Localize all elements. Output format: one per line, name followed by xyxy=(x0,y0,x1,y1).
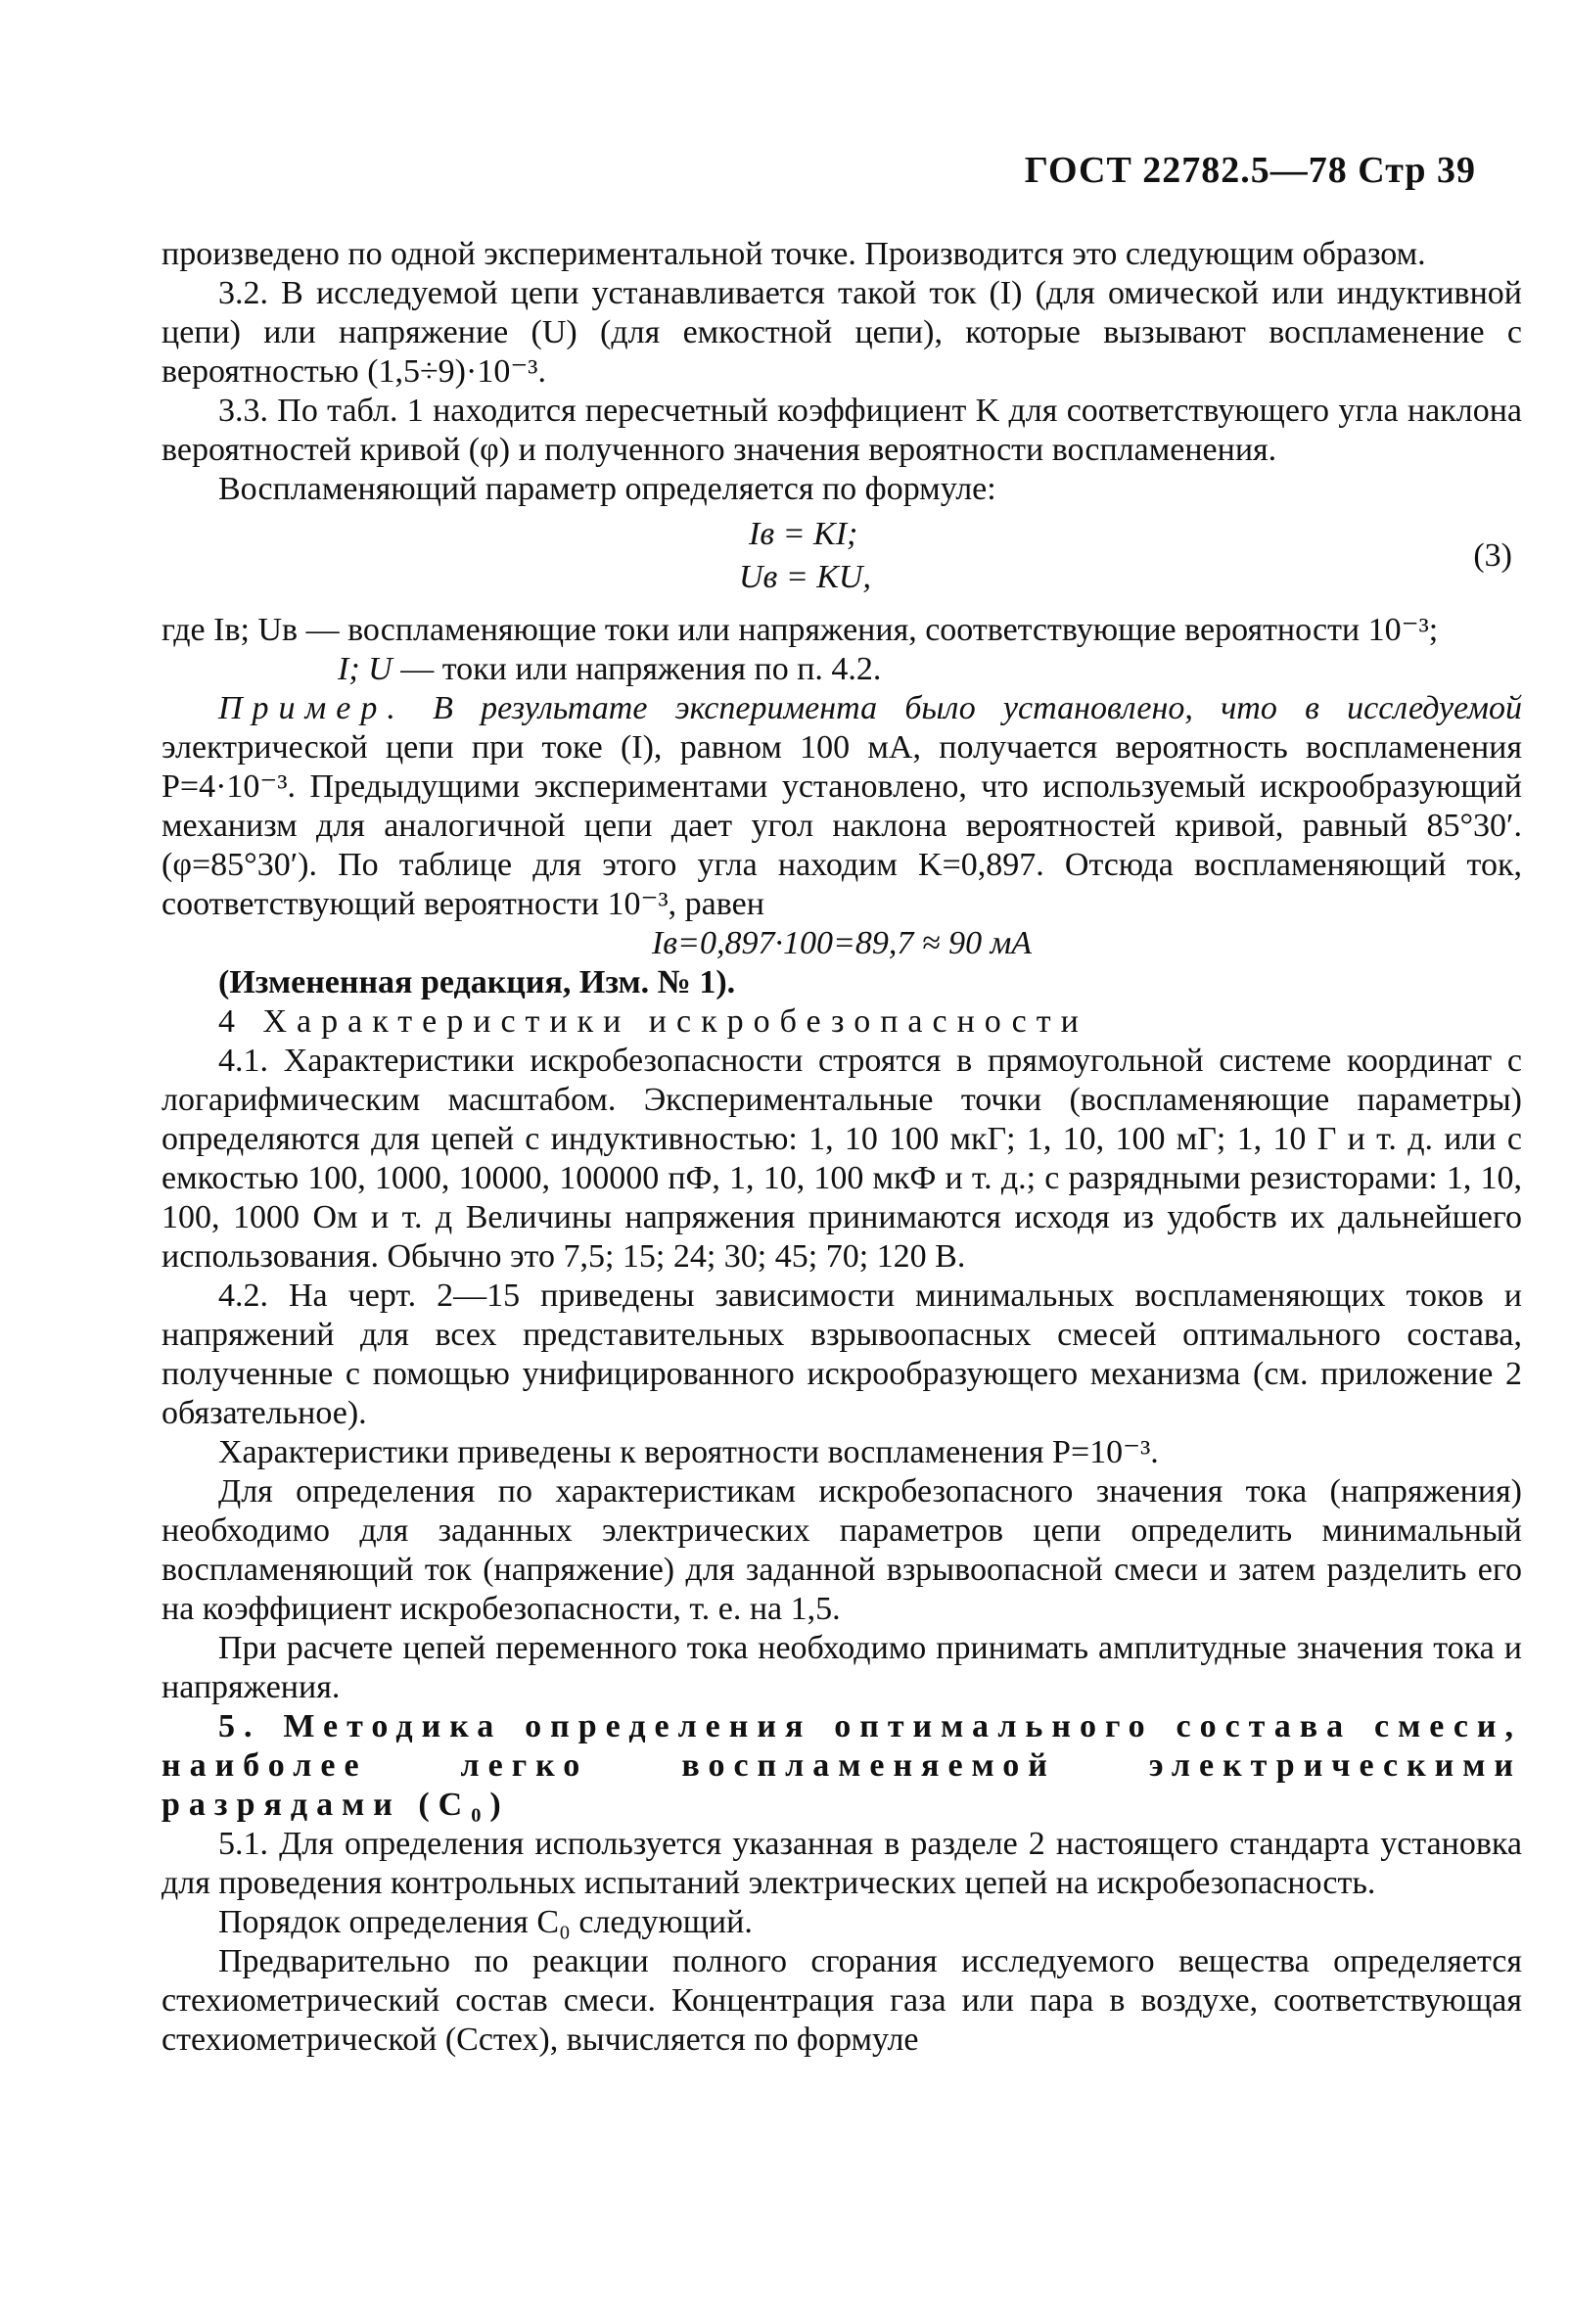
paragraph-4-2: 4.2. На черт. 2—15 приведены зависимости минимальных воспламеняющих токов и напряжений для всех представительных взрывоопасных смесей оптимального состава, полученные с помощью унифицированного искрообразующего механизма (см. приложение 2 обязательное). xyxy=(162,1278,1522,1431)
page-header: ГОСТ 22782.5—78 Стр 39 xyxy=(1024,150,1476,191)
formula-intro: Воспламеняющий параметр определяется по формуле: xyxy=(218,471,996,507)
example-text: электрической цепи при токе (I), равном 100 мА, получается вероятность воспламенения P=4·10⁻³. Предыдущими экспериментами установлено, что используемый искрообразующий механизм для аналогичной цепи дает угол наклона вероятностей кривой, равный 85°30′. (φ=85°30′). По таблице для этого угла находим K=0,897. Отсюда воспламеняющий ток, соответствующий вероятности 10⁻³, равен xyxy=(162,729,1522,922)
where-label-1: где Iв; Uв xyxy=(162,612,299,648)
example-paragraph xyxy=(162,689,1522,924)
paragraph-3-3: 3.3. По табл. 1 находится пересчетный коэффициент K для соответствующего угла наклона вероятностей кривой (φ) и полученного значения вероятности воспламенения. xyxy=(162,393,1522,468)
paragraph-4-2-probability: Характеристики приведены к вероятности воспламенения P=10⁻³. xyxy=(218,1434,1159,1470)
paragraph-4-2-method: Для определения по характеристикам искробезопасного значения тока (напряжения) необходимо для заданных электрических параметров цепи определить минимальный воспламеняющий ток (напряжение) для заданной взрывоопасной смеси и затем разделить его на коэффициент искробезопасности, т. е. на 1,5. xyxy=(162,1473,1522,1627)
example-result: Iв=0,897·100=89,7 ≈ 90 мА xyxy=(651,925,1033,961)
paragraph-5-1-order: Порядок определения C₀ следующий. xyxy=(218,1904,753,1940)
paragraph-3-2: 3.2. В исследуемой цепи устанавливается такой ток (I) (для омической или индуктивной цепи) или напряжение (U) (для емкостной цепи), которые вызывают воспламенение с вероятностью (1,5÷9)·10⁻³. xyxy=(162,275,1522,390)
paragraph-5-1: 5.1. Для определения используется указанная в разделе 2 настоящего стандарта установка для проведения контрольных испытаний электрических цепей на искробезопасность. xyxy=(162,1826,1522,1901)
paragraph-4-1: 4.1. Характеристики искробезопасности строятся в прямоугольной системе координат с логарифмическим масштабом. Экспериментальные точки (воспламеняющие параметры) определяются для цепей с индуктивностью: 1, 10 100 мкГ; 1, 10, 100 мГ; 1, 10 Г и т. д. или с емкостью 100, 1000, 10000, 100000 пФ, 1, 10, 100 мкФ и т. д.; с разрядными резисторами: 1, 10, 100, 1000 Ом и т. д Величины напряжения принимаются исходя из удобств их дальнейшего использования. Обычно это 7,5; 15; 24; 30; 45; 70; 120 В. xyxy=(162,1043,1522,1275)
where-definition-2 xyxy=(162,650,1522,689)
section-5-title: 5. Методика определения оптимального состава смеси, наиболее легко воспламеняемой электрическими разрядами (C₀) xyxy=(162,1708,1522,1823)
paragraph-5-1-stoich: Предварительно по реакции полного сгорания исследуемого вещества определяется стехиометрический состав смеси. Концентрация газа или пара в воздухе, соответствующая стехиометрической (Cстех), вычисляется по формуле xyxy=(162,1943,1522,2058)
document-body xyxy=(162,235,1522,2060)
amendment-note: (Измененная редакция, Изм. № 1). xyxy=(218,964,736,1000)
formula-line-current: Iв = KI; xyxy=(749,516,858,552)
paragraph-4-2-ac: При расчете цепей переменного тока необходимо принимать амплитудные значения тока и напряжения. xyxy=(162,1630,1522,1705)
example-italic-text: В результате эксперимента было установлено, что в исследуемой xyxy=(433,690,1522,726)
section-4-title: 4 Характеристики искробезопасности xyxy=(218,1003,1088,1040)
where-text-2: — токи или напряжения по п. 4.2. xyxy=(400,651,882,687)
where-definition-1 xyxy=(162,611,1522,650)
equation-number: (3) xyxy=(1473,537,1512,574)
where-text-1: — воспламеняющие токи или напряжения, соответствующие вероятности 10⁻³; xyxy=(305,612,1439,648)
example-lead: Пример. xyxy=(218,690,405,726)
formula-3 xyxy=(162,515,1522,603)
paragraph-continuation: произведено по одной экспериментальной точке. Производится это следующим образом. xyxy=(162,236,1426,272)
formula-line-voltage: Uв = KU, xyxy=(739,559,871,595)
where-label-2: I; U xyxy=(338,651,392,687)
